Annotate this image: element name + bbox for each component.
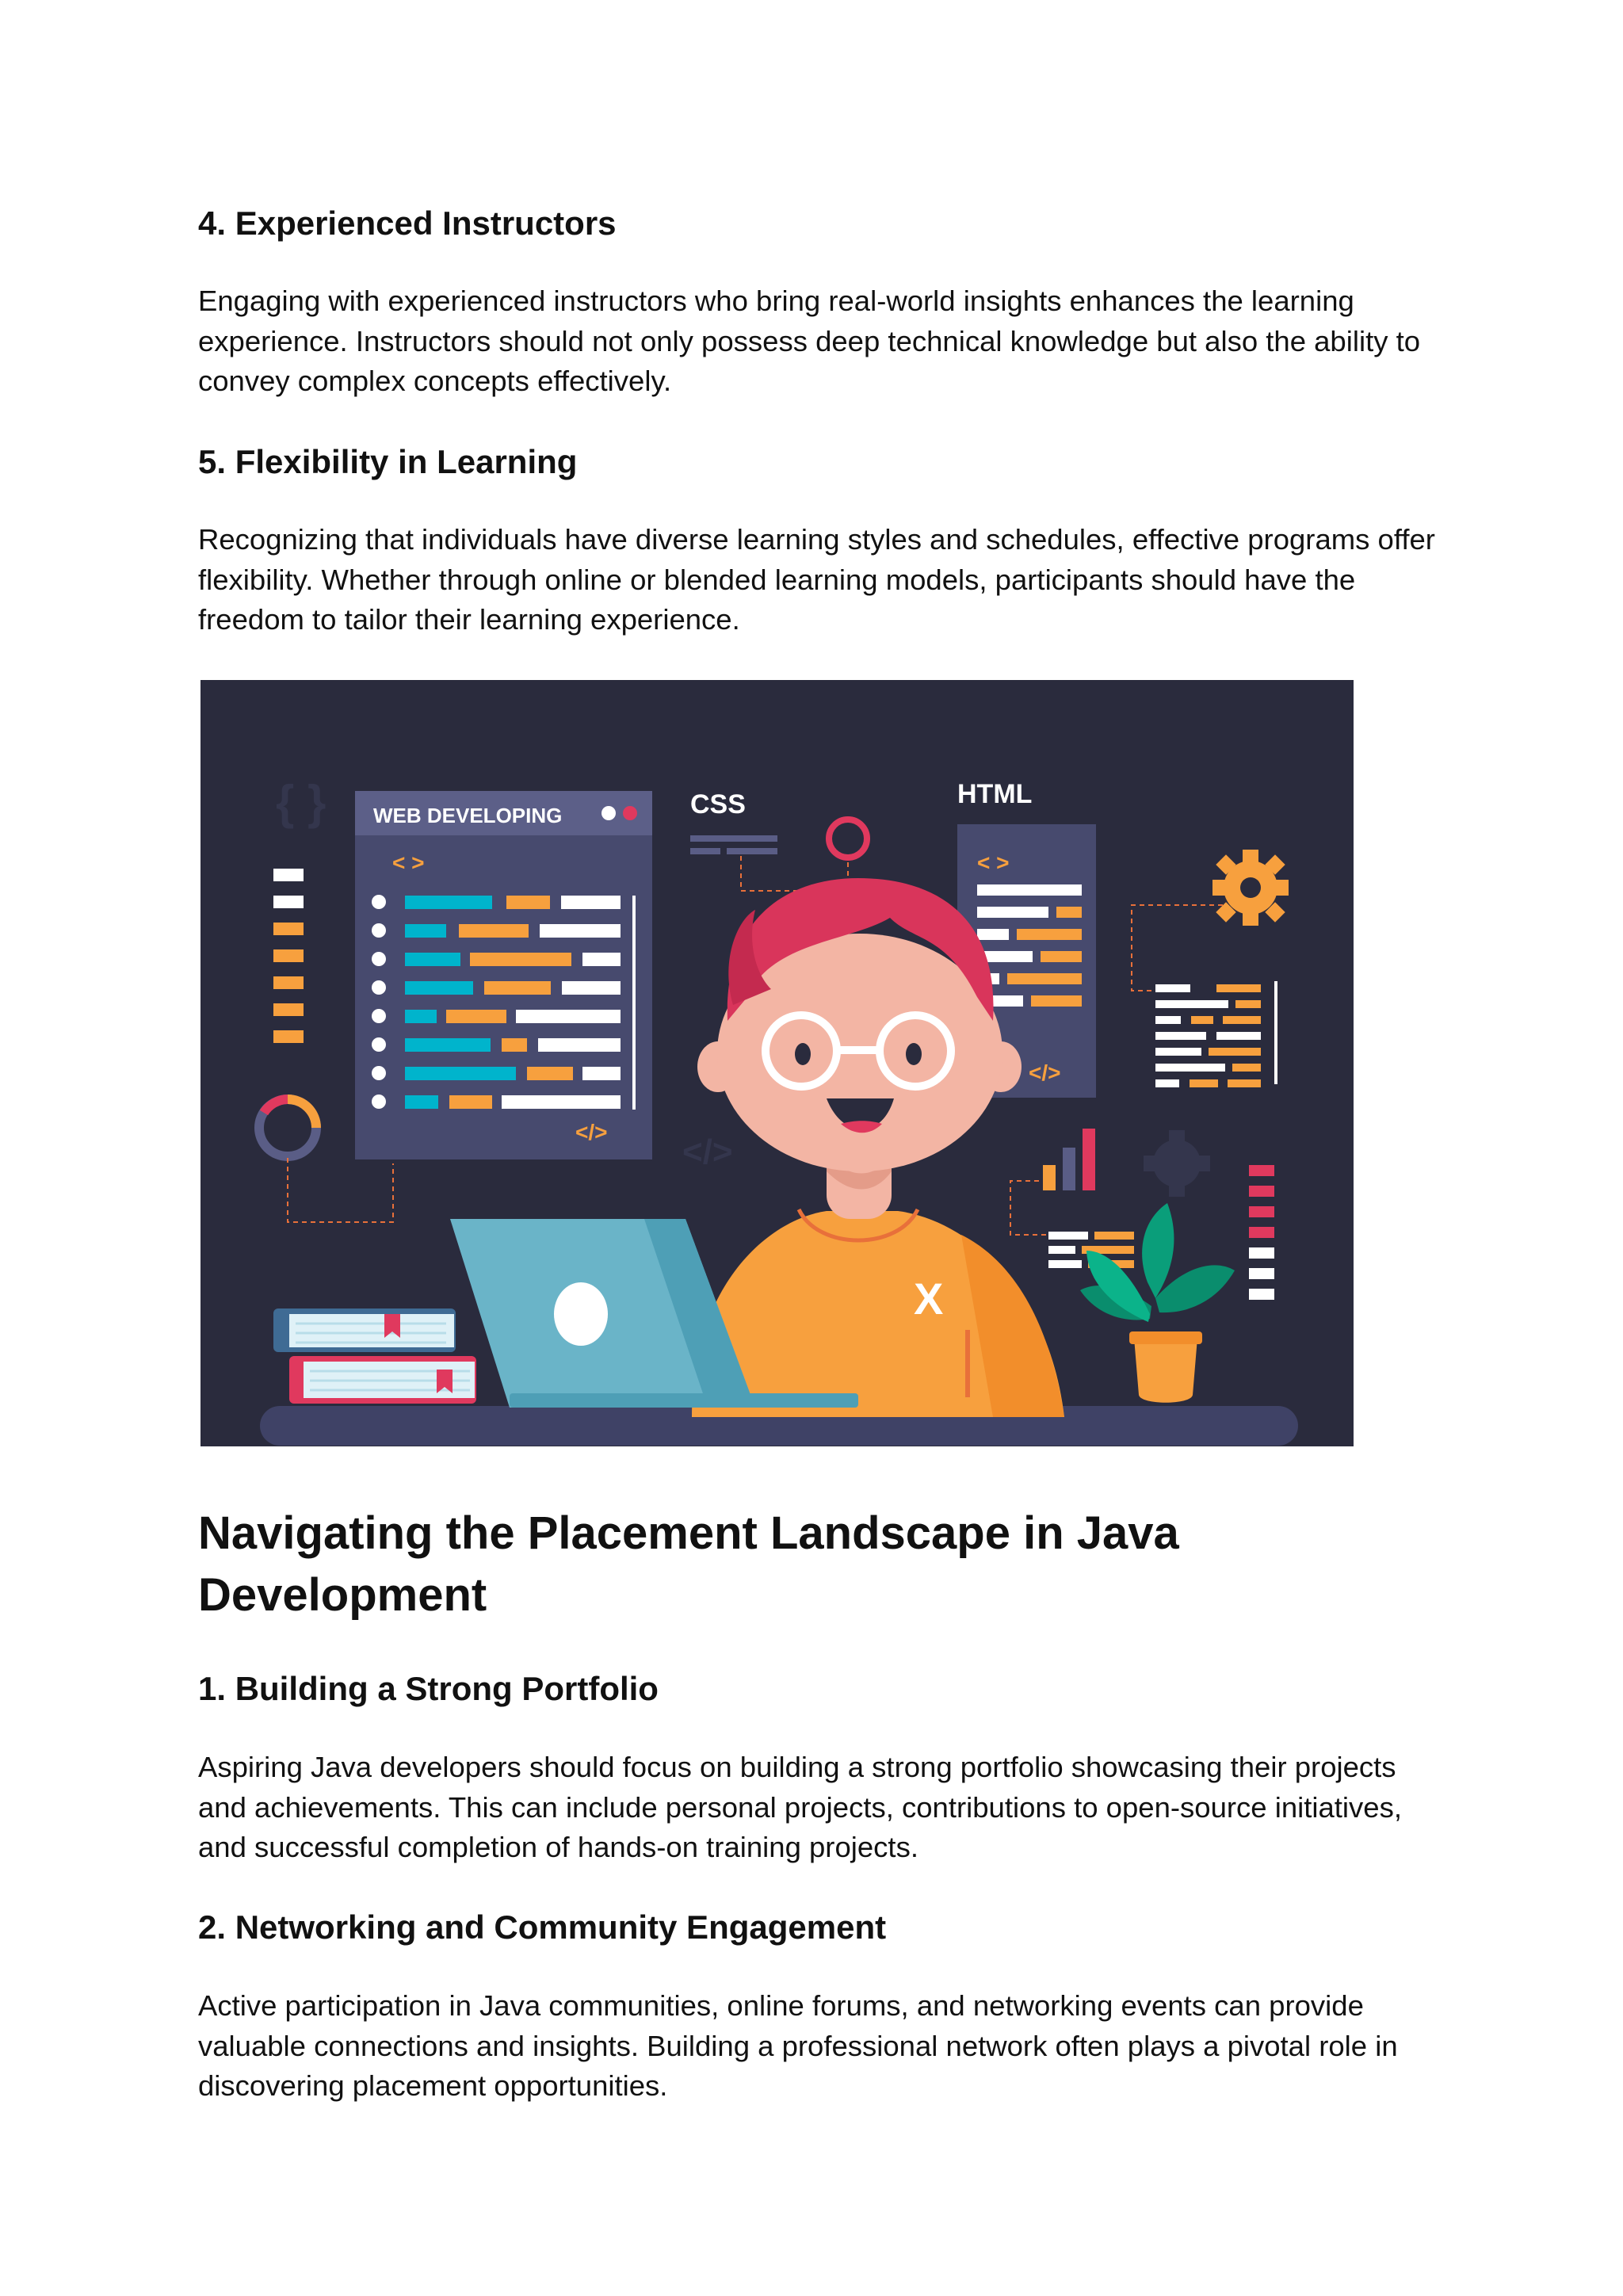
right-code-block: [1155, 981, 1277, 1087]
heading-navigating-placement: Navigating the Placement Landscape in Java Development: [198, 1507, 1179, 1621]
paragraph-building-portfolio: Aspiring Java developers should focus on building a strong portfolio showcasing their projects and achievements. This can include personal projects, contributions to open-source initiatives, and successful completion of hands-on training projects.: [198, 1751, 1402, 1863]
books-stack: [273, 1308, 476, 1404]
laptop-logo-icon: [554, 1282, 608, 1346]
right-bar-column: [1249, 1165, 1274, 1300]
css-lines: [690, 835, 777, 854]
panel-tag-close: </>: [575, 1120, 608, 1144]
faint-code-tag-icon: </>: [682, 1133, 733, 1171]
heading-networking: 2. Networking and Community Engagement: [198, 1908, 887, 1946]
faint-gear-icon: [1144, 1130, 1210, 1197]
paragraph-networking: Active participation in Java communities, online forums, and networking events can provide valuable connections and insights. Building a professional network often plays a pivotal role in discovering placement opportunities.: [198, 1989, 1398, 2102]
heading-experienced-instructors: 4. Experienced Instructors: [198, 204, 617, 242]
web-developer-illustration: [200, 680, 1354, 1446]
faint-braces-icon: { }: [276, 776, 327, 829]
css-label: CSS: [690, 789, 746, 819]
heading-building-portfolio: 1. Building a Strong Portfolio: [198, 1670, 659, 1707]
html-tag-close: </>: [1029, 1060, 1061, 1085]
shirt-letter: X: [914, 1274, 944, 1324]
panel-title: WEB DEVELOPING: [373, 804, 563, 827]
html-tag-open: < >: [977, 850, 1010, 875]
heading-flexibility-in-learning: 5. Flexibility in Learning: [198, 443, 578, 480]
panel-tag-open: < >: [392, 850, 425, 875]
bar-chart-icon: [1010, 1129, 1134, 1268]
paragraph-flexibility-in-learning: Recognizing that individuals have diverse learning styles and schedules, effective programs offer flexibility. Whether through online or blended learning models, participants should have the freedom to tailor their learning experience.: [198, 523, 1435, 636]
gear-icon: [1132, 850, 1289, 991]
paragraph-experienced-instructors: Engaging with experienced instructors who bring real-world insights enhances the learning experience. Instructors should not only possess deep technical knowledge but also the ability to convey complex concepts effectively.: [198, 285, 1421, 397]
html-label: HTML: [957, 779, 1033, 809]
web-developing-panel: [355, 791, 652, 1159]
illustration-svg: [200, 680, 1354, 1446]
left-bar-column: [273, 869, 304, 1043]
